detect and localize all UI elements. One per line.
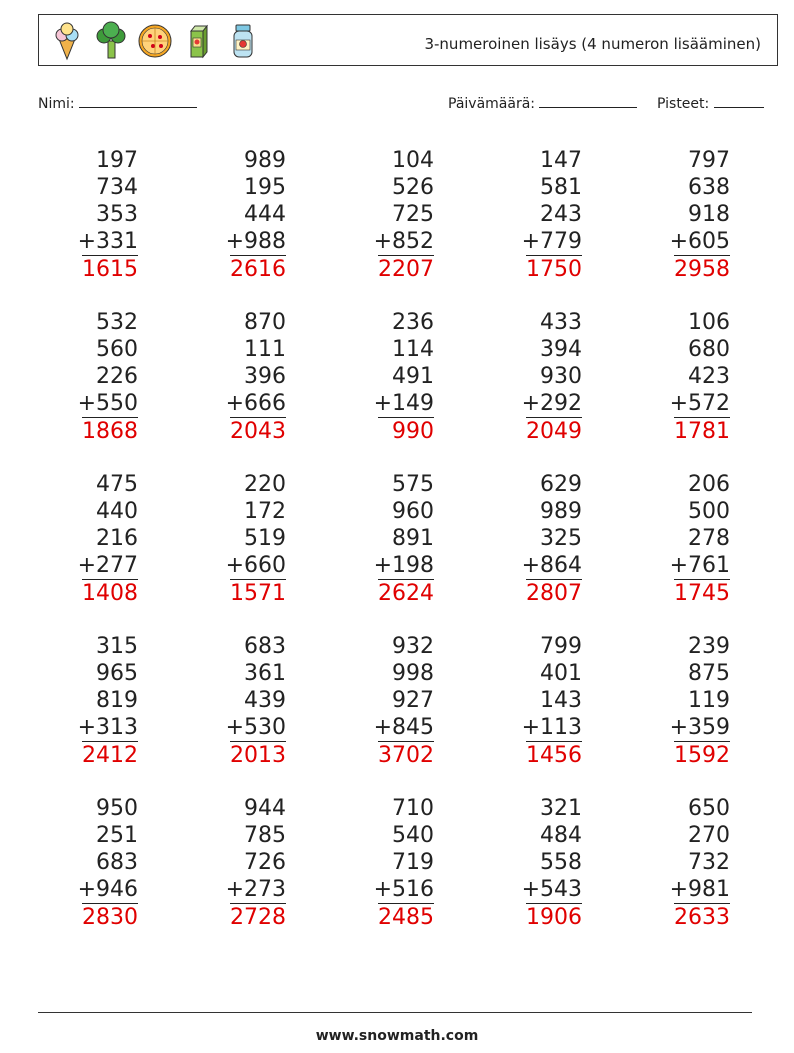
answer: 2013 bbox=[230, 743, 286, 768]
addition-problem bbox=[28, 471, 138, 607]
addend: 195 bbox=[244, 175, 286, 200]
addend-with-plus: +331 bbox=[77, 229, 138, 254]
addend-with-plus: +530 bbox=[225, 715, 286, 740]
addition-problem bbox=[472, 795, 582, 931]
addend: 491 bbox=[392, 364, 434, 389]
addition-problem bbox=[472, 471, 582, 607]
juice-box-icon bbox=[181, 21, 217, 61]
addend: 321 bbox=[540, 796, 582, 821]
answer: 1456 bbox=[526, 743, 582, 768]
addend: 927 bbox=[392, 688, 434, 713]
addend: 172 bbox=[244, 499, 286, 524]
score-label: Pisteet: bbox=[657, 96, 710, 112]
date-field bbox=[448, 93, 637, 112]
answer: 1571 bbox=[230, 581, 286, 606]
addend: 875 bbox=[688, 661, 730, 686]
addition-problem bbox=[472, 309, 582, 445]
date-blank-line[interactable] bbox=[539, 93, 637, 108]
answer: 1592 bbox=[674, 743, 730, 768]
addend: 361 bbox=[244, 661, 286, 686]
answer: 2830 bbox=[82, 905, 138, 930]
addition-problem bbox=[324, 147, 434, 283]
addend: 799 bbox=[540, 634, 582, 659]
addend: 239 bbox=[688, 634, 730, 659]
addend: 683 bbox=[244, 634, 286, 659]
addend-with-plus: +550 bbox=[77, 391, 138, 416]
addition-problem bbox=[176, 795, 286, 931]
addend: 944 bbox=[244, 796, 286, 821]
answer: 2207 bbox=[378, 257, 434, 282]
name-label: Nimi: bbox=[38, 96, 75, 112]
addend: 220 bbox=[244, 472, 286, 497]
answer: 2633 bbox=[674, 905, 730, 930]
addend: 797 bbox=[688, 148, 730, 173]
addend: 560 bbox=[96, 337, 138, 362]
addend: 484 bbox=[540, 823, 582, 848]
addend: 540 bbox=[392, 823, 434, 848]
addend: 575 bbox=[392, 472, 434, 497]
addend: 930 bbox=[540, 364, 582, 389]
answer: 2412 bbox=[82, 743, 138, 768]
addend: 106 bbox=[688, 310, 730, 335]
addition-problem bbox=[620, 147, 730, 283]
ice-cream-icon bbox=[49, 21, 85, 61]
addend-with-plus: +543 bbox=[521, 877, 582, 902]
answer: 1906 bbox=[526, 905, 582, 930]
addend: 650 bbox=[688, 796, 730, 821]
jam-jar-icon bbox=[225, 21, 261, 61]
addend-with-plus: +149 bbox=[373, 391, 434, 416]
score-field bbox=[657, 93, 764, 112]
addition-problem bbox=[620, 633, 730, 769]
addend: 989 bbox=[244, 148, 286, 173]
addend: 719 bbox=[392, 850, 434, 875]
answer: 1781 bbox=[674, 419, 730, 444]
answer: 1745 bbox=[674, 581, 730, 606]
addition-problem bbox=[176, 309, 286, 445]
addend: 819 bbox=[96, 688, 138, 713]
answer: 990 bbox=[392, 419, 434, 444]
answer: 2958 bbox=[674, 257, 730, 282]
addend: 433 bbox=[540, 310, 582, 335]
addition-problem bbox=[28, 147, 138, 283]
addition-problem bbox=[176, 147, 286, 283]
addend: 423 bbox=[688, 364, 730, 389]
addend-with-plus: +113 bbox=[521, 715, 582, 740]
answer: 2616 bbox=[230, 257, 286, 282]
header-box bbox=[38, 14, 778, 66]
addition-problem bbox=[324, 795, 434, 931]
addition-problem bbox=[620, 471, 730, 607]
footer-divider bbox=[38, 1012, 752, 1013]
addend: 638 bbox=[688, 175, 730, 200]
addition-problem bbox=[324, 633, 434, 769]
broccoli-icon bbox=[93, 21, 129, 61]
addend: 444 bbox=[244, 202, 286, 227]
answer: 2728 bbox=[230, 905, 286, 930]
addend-with-plus: +198 bbox=[373, 553, 434, 578]
answer: 1615 bbox=[82, 257, 138, 282]
addend-with-plus: +516 bbox=[373, 877, 434, 902]
answer: 2624 bbox=[378, 581, 434, 606]
addend: 734 bbox=[96, 175, 138, 200]
addition-problem bbox=[324, 309, 434, 445]
addend: 998 bbox=[392, 661, 434, 686]
addend: 965 bbox=[96, 661, 138, 686]
addition-problem bbox=[620, 309, 730, 445]
addend: 918 bbox=[688, 202, 730, 227]
answer: 1750 bbox=[526, 257, 582, 282]
addition-problem bbox=[176, 633, 286, 769]
addend-with-plus: +988 bbox=[225, 229, 286, 254]
addend: 251 bbox=[96, 823, 138, 848]
addend: 439 bbox=[244, 688, 286, 713]
footer-site: www.snowmath.com bbox=[315, 1028, 479, 1044]
addend: 236 bbox=[392, 310, 434, 335]
pizza-icon bbox=[137, 21, 173, 61]
addition-problem bbox=[472, 633, 582, 769]
answer: 1408 bbox=[82, 581, 138, 606]
addend: 950 bbox=[96, 796, 138, 821]
name-blank-line[interactable] bbox=[79, 93, 197, 108]
addend: 325 bbox=[540, 526, 582, 551]
addend-with-plus: +359 bbox=[669, 715, 730, 740]
addend: 206 bbox=[688, 472, 730, 497]
addend-with-plus: +605 bbox=[669, 229, 730, 254]
page-title: 3-numeroinen lisäys (4 numeron lisääminen) bbox=[424, 35, 761, 53]
addend: 401 bbox=[540, 661, 582, 686]
addend: 629 bbox=[540, 472, 582, 497]
addend: 147 bbox=[540, 148, 582, 173]
addend: 475 bbox=[96, 472, 138, 497]
addend-with-plus: +660 bbox=[225, 553, 286, 578]
addend: 226 bbox=[96, 364, 138, 389]
addition-problem bbox=[176, 471, 286, 607]
addition-problem bbox=[28, 795, 138, 931]
addend: 989 bbox=[540, 499, 582, 524]
addend: 726 bbox=[244, 850, 286, 875]
addend-with-plus: +761 bbox=[669, 553, 730, 578]
answer: 2043 bbox=[230, 419, 286, 444]
addend: 710 bbox=[392, 796, 434, 821]
addend: 143 bbox=[540, 688, 582, 713]
addend: 891 bbox=[392, 526, 434, 551]
addend: 440 bbox=[96, 499, 138, 524]
addend-with-plus: +852 bbox=[373, 229, 434, 254]
addend: 104 bbox=[392, 148, 434, 173]
addend: 243 bbox=[540, 202, 582, 227]
addend-with-plus: +313 bbox=[77, 715, 138, 740]
addend: 197 bbox=[96, 148, 138, 173]
answer: 2807 bbox=[526, 581, 582, 606]
addend: 526 bbox=[392, 175, 434, 200]
addend-with-plus: +779 bbox=[521, 229, 582, 254]
addition-problem bbox=[28, 633, 138, 769]
addition-problem bbox=[472, 147, 582, 283]
name-field bbox=[38, 93, 197, 112]
addend-with-plus: +277 bbox=[77, 553, 138, 578]
addend: 725 bbox=[392, 202, 434, 227]
addend: 519 bbox=[244, 526, 286, 551]
addend: 932 bbox=[392, 634, 434, 659]
addend: 216 bbox=[96, 526, 138, 551]
addend: 114 bbox=[392, 337, 434, 362]
addend: 111 bbox=[244, 337, 286, 362]
addend-with-plus: +666 bbox=[225, 391, 286, 416]
addend: 270 bbox=[688, 823, 730, 848]
addend: 500 bbox=[688, 499, 730, 524]
date-label: Päivämäärä: bbox=[448, 96, 535, 112]
addend: 680 bbox=[688, 337, 730, 362]
addend: 870 bbox=[244, 310, 286, 335]
answer: 3702 bbox=[378, 743, 434, 768]
addend-with-plus: +981 bbox=[669, 877, 730, 902]
addend-with-plus: +845 bbox=[373, 715, 434, 740]
addend: 119 bbox=[688, 688, 730, 713]
addend: 353 bbox=[96, 202, 138, 227]
addend: 396 bbox=[244, 364, 286, 389]
addend: 960 bbox=[392, 499, 434, 524]
addend: 558 bbox=[540, 850, 582, 875]
addition-problem bbox=[324, 471, 434, 607]
addend: 785 bbox=[244, 823, 286, 848]
icon-strip bbox=[49, 21, 261, 61]
addend: 394 bbox=[540, 337, 582, 362]
addend: 581 bbox=[540, 175, 582, 200]
addition-problem bbox=[620, 795, 730, 931]
addend: 732 bbox=[688, 850, 730, 875]
addend-with-plus: +864 bbox=[521, 553, 582, 578]
answer: 1868 bbox=[82, 419, 138, 444]
addend-with-plus: +273 bbox=[225, 877, 286, 902]
addend: 532 bbox=[96, 310, 138, 335]
addend: 683 bbox=[96, 850, 138, 875]
addend-with-plus: +572 bbox=[669, 391, 730, 416]
answer: 2485 bbox=[378, 905, 434, 930]
addend: 278 bbox=[688, 526, 730, 551]
addend-with-plus: +292 bbox=[521, 391, 582, 416]
addition-problem bbox=[28, 309, 138, 445]
addend: 315 bbox=[96, 634, 138, 659]
score-blank-line[interactable] bbox=[714, 93, 764, 108]
answer: 2049 bbox=[526, 419, 582, 444]
addend-with-plus: +946 bbox=[77, 877, 138, 902]
